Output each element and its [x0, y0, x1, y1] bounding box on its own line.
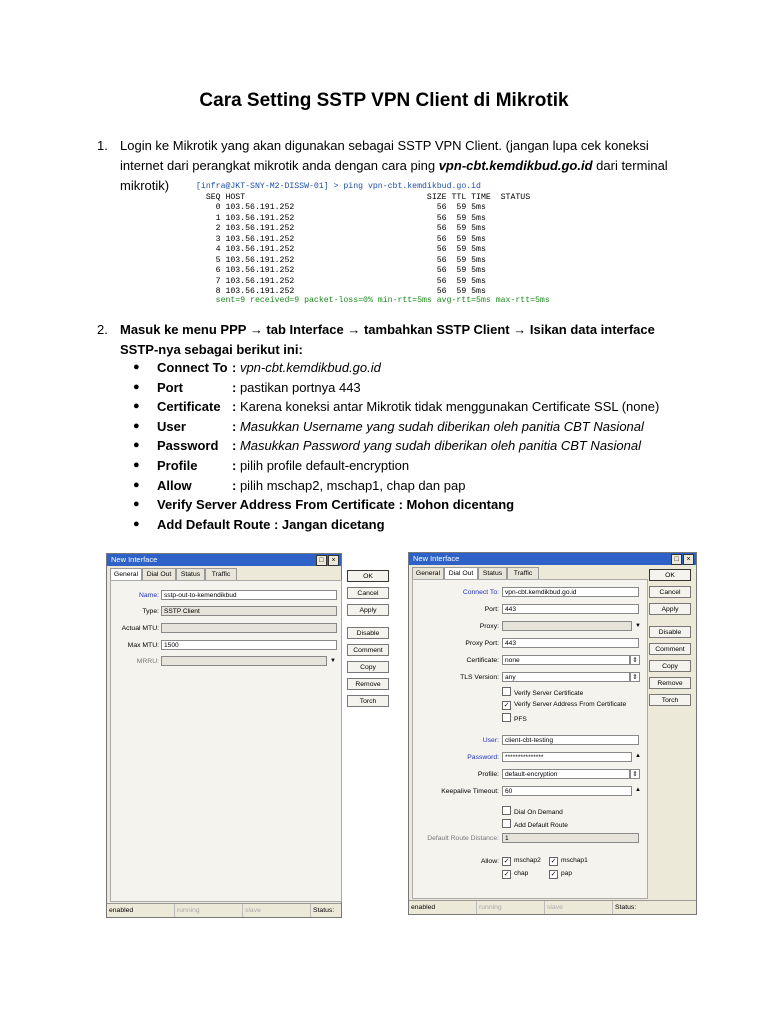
bullet-label: Profile — [157, 458, 198, 473]
checkbox-label: Dial On Demand — [514, 809, 563, 816]
certificate-label: Certificate: — [466, 657, 499, 664]
step-1-text-a: Login ke Mikrotik yang akan digunakan sebagai SSTP VPN Client. (jangan lupa cek koneksi internet dari perangkat mikrotik anda dengan cara ping — [120, 138, 649, 173]
general-panel — [110, 580, 342, 902]
bullet-dot-icon: ● — [133, 459, 140, 471]
connect-to-label: Connect To: — [462, 589, 499, 596]
bullet-value-text: vpn-cbt.kemdikbud.go.id — [239, 360, 381, 375]
close-icon[interactable]: × — [328, 555, 339, 566]
checkbox-label: Add Default Route — [514, 822, 568, 829]
torch-button[interactable]: Torch — [649, 694, 691, 706]
user-label: User: — [482, 737, 499, 744]
tab-status[interactable]: Status — [478, 567, 507, 580]
terminal-row: 7 103.56.191.252 56 59 5ms — [196, 276, 486, 286]
status-running: running — [477, 901, 545, 914]
tls-version-label: TLS Version: — [460, 674, 499, 681]
status-label: Status: — [615, 904, 637, 911]
connect-to-input[interactable]: vpn-cbt.kemdikbud.go.id — [502, 587, 639, 597]
copy-button[interactable]: Copy — [347, 661, 389, 673]
terminal-prompt: [infra@JKT-SNY-M2-DISSW-01] > ping vpn-cbt.kemdikbud.go.id — [196, 182, 481, 191]
disable-button[interactable]: Disable — [649, 626, 691, 638]
checkbox-label: Verify Server Address From Certificate — [514, 701, 627, 708]
bullet-label: Password — [157, 438, 219, 454]
bullet-dot-icon: ● — [133, 478, 140, 491]
checkbox-unchecked-icon — [502, 713, 511, 722]
port-input[interactable]: 443 — [502, 604, 639, 614]
window-titlebar — [107, 554, 341, 566]
step-1-number: 1. — [97, 138, 108, 153]
allow-label: Allow: — [480, 858, 499, 865]
profile-select[interactable]: default-encryption — [502, 769, 630, 779]
proxy-port-label: Proxy Port: — [465, 640, 499, 647]
checkbox-label: mschap1 — [561, 857, 588, 864]
bullet-dot-icon: ● — [133, 439, 140, 452]
default-route-distance-input[interactable]: 1 — [502, 833, 639, 843]
status-slave: slave — [243, 904, 311, 917]
certificate-select[interactable]: none — [502, 655, 630, 665]
bullet-value-text: pilih profile default-encryption — [239, 458, 410, 473]
mrru-label: MRRU: — [136, 658, 159, 665]
close-icon[interactable]: × — [683, 554, 694, 565]
terminal-row: 0 103.56.191.252 56 59 5ms — [196, 203, 486, 212]
terminal-row: 5 103.56.191.252 56 59 5ms — [196, 255, 486, 265]
checkbox-checked-icon: ✓ — [550, 871, 557, 878]
bullet-value — [232, 397, 659, 417]
comment-button[interactable]: Comment — [649, 643, 691, 655]
bullet-value — [232, 378, 361, 398]
bullet-value-text: Karena koneksi antar Mikrotik tidak menggunakan Certificate SSL (none) — [239, 399, 660, 415]
maximize-icon[interactable]: □ — [316, 555, 327, 566]
dropdown-toggle-icon[interactable]: ⇕ — [630, 655, 640, 665]
checkbox-checked-icon: ✓ — [503, 871, 510, 878]
dial-on-demand-checkbox[interactable] — [502, 806, 563, 818]
bullet-separator: : — [232, 418, 240, 434]
bullet-separator: : — [232, 438, 240, 454]
bullet-value-text: pastikan portnya 443 — [239, 379, 361, 395]
bullet-label: Verify Server Address From Certificate : Mohon dicentang — [157, 497, 515, 513]
actual-mtu-field — [161, 623, 337, 633]
status-label: Status: — [313, 907, 335, 914]
dial-out-panel — [412, 579, 648, 899]
terminal-row: 6 103.56.191.252 56 59 5ms — [196, 266, 486, 275]
terminal-row: 3 103.56.191.252 56 59 5ms — [196, 234, 486, 244]
bullet-value-text: Masukkan Password yang sudah diberikan oleh panitia CBT Nasional — [239, 438, 642, 454]
status-enabled: enabled — [107, 904, 175, 917]
bullet-separator: : — [232, 477, 240, 493]
status-slave: slave — [545, 901, 613, 914]
chevron-up-icon[interactable]: ▲ — [635, 787, 641, 793]
ok-button[interactable]: OK — [649, 569, 691, 581]
proxy-label: Proxy: — [479, 623, 499, 630]
step-2-number: 2. — [97, 322, 108, 337]
copy-button[interactable]: Copy — [649, 660, 691, 672]
disable-button[interactable]: Disable — [347, 627, 389, 639]
window-title: New Interface — [111, 555, 158, 564]
remove-button[interactable]: Remove — [649, 677, 691, 689]
bullet-value — [232, 456, 409, 476]
bullet-dot-icon: ● — [133, 498, 140, 511]
checkbox-unchecked-icon — [502, 819, 511, 828]
checkbox-label: pap — [561, 870, 573, 877]
tls-version-select[interactable]: any — [502, 672, 630, 682]
pfs-checkbox[interactable] — [502, 713, 527, 725]
password-label: Password: — [467, 754, 499, 761]
bullet-label: Add Default Route : Jangan dicetang — [157, 516, 385, 532]
apply-button[interactable]: Apply — [347, 604, 389, 616]
status-enabled: enabled — [409, 901, 477, 914]
bullet-separator: : — [232, 379, 240, 395]
torch-button[interactable]: Torch — [347, 695, 389, 707]
checkbox-unchecked-icon — [502, 806, 511, 815]
bullet-value-text: Masukkan Username yang sudah diberikan oleh panitia CBT Nasional — [239, 418, 644, 434]
user-input[interactable]: client-cbt-testing — [502, 735, 639, 745]
terminal-header: SEQ HOST SIZE TTL TIME STATUS — [196, 192, 531, 202]
bullet-label: Port — [157, 379, 183, 395]
bullet-value — [232, 476, 465, 496]
bullet-separator: : — [232, 360, 240, 375]
page-title: Cara Setting SSTP VPN Client di Mikrotik — [199, 90, 569, 111]
checkbox-checked-icon: ✓ — [503, 858, 510, 865]
bullet-dot-icon: ● — [133, 419, 140, 432]
allow-mschap2-checkbox[interactable] — [502, 856, 541, 866]
verify-server-certificate-checkbox[interactable] — [502, 687, 583, 699]
tab-traffic[interactable]: Traffic — [507, 567, 539, 580]
bullet-dot-icon: ● — [133, 517, 140, 530]
tab-status[interactable]: Status — [176, 568, 205, 581]
checkbox-label: PFS — [514, 716, 527, 723]
ok-button[interactable]: OK — [347, 570, 389, 582]
terminal-summary: sent=9 received=9 packet-loss=0% min-rtt=5ms avg-rtt=5ms max-rtt=5ms — [196, 296, 550, 305]
bullet-separator: : — [232, 399, 240, 415]
type-field: SSTP Client — [161, 606, 337, 616]
chevron-down-icon[interactable]: ▼ — [635, 623, 641, 629]
window-title: New Interface — [413, 554, 460, 563]
bullet-value-text: pilih mschap2, mschap1, chap dan pap — [239, 477, 466, 493]
bullet-dot-icon: ● — [133, 400, 140, 413]
allow-chap-checkbox[interactable] — [502, 869, 528, 879]
allow-mschap1-checkbox[interactable] — [549, 856, 588, 866]
bullet-label: Allow — [157, 477, 192, 493]
terminal-row: 2 103.56.191.252 56 59 5ms — [196, 224, 486, 233]
max-mtu-label: Max MTU: — [127, 642, 159, 649]
terminal-row: 8 103.56.191.252 56 59 5ms — [196, 287, 486, 296]
new-interface-window-general — [106, 553, 383, 918]
chevron-up-icon[interactable]: ▲ — [635, 753, 641, 759]
checkbox-label: Verify Server Certificate — [514, 690, 584, 697]
bullet-label: Certificate — [157, 399, 221, 415]
tab-dial-out[interactable]: Dial Out — [142, 568, 176, 581]
tab-traffic[interactable]: Traffic — [205, 568, 237, 581]
status-running: running — [175, 904, 243, 917]
terminal-row: 1 103.56.191.252 56 59 5ms — [196, 213, 486, 223]
default-route-distance-label: Default Route Distance: — [427, 835, 499, 842]
step-2-text: Masuk ke menu PPP → tab Interface → tambahkan SSTP Client → Isikan data interface SSTP-nya sebagai berikut ini: — [120, 322, 655, 357]
proxy-port-input[interactable]: 443 — [502, 638, 639, 648]
chevron-down-icon[interactable]: ▼ — [330, 658, 336, 664]
bullet-label: User — [157, 418, 186, 434]
password-input[interactable]: *************** — [502, 752, 632, 762]
step-1-host: vpn-cbt.kemdikbud.go.id — [438, 158, 593, 173]
keepalive-timeout-input[interactable]: 60 — [502, 786, 632, 796]
terminal-ping-output — [196, 180, 572, 304]
name-label: Name: — [138, 592, 159, 599]
status-bar — [107, 903, 341, 917]
max-mtu-input[interactable]: 1500 — [161, 640, 337, 650]
proxy-input[interactable] — [502, 621, 632, 631]
comment-button[interactable]: Comment — [347, 644, 389, 656]
tab-general[interactable]: General — [412, 567, 444, 580]
dropdown-toggle-icon[interactable]: ⇕ — [630, 672, 640, 682]
maximize-icon[interactable]: □ — [671, 554, 682, 565]
bullet-value — [232, 358, 381, 378]
allow-pap-checkbox[interactable] — [549, 869, 572, 879]
bullet-separator: : — [232, 458, 240, 473]
bullet-value — [232, 436, 641, 456]
bullet-dot-icon: ● — [133, 361, 140, 373]
mrru-select[interactable] — [161, 656, 327, 666]
verify-server-address-checkbox[interactable] — [502, 700, 626, 710]
remove-button[interactable]: Remove — [347, 678, 389, 690]
apply-button[interactable]: Apply — [649, 603, 691, 615]
profile-label: Profile: — [477, 771, 499, 778]
dropdown-toggle-icon[interactable]: ⇕ — [630, 769, 640, 779]
status-bar — [409, 900, 696, 914]
type-label: Type: — [142, 608, 159, 615]
keepalive-timeout-label: Keepalive Timeout: — [441, 788, 499, 795]
checkbox-checked-icon: ✓ — [550, 858, 557, 865]
terminal-row: 4 103.56.191.252 56 59 5ms — [196, 245, 486, 254]
step-1-text-c: dari terminal mikrotik) — [120, 158, 668, 193]
checkbox-label: mschap2 — [514, 857, 541, 864]
tab-general[interactable]: General — [110, 568, 142, 581]
bullet-dot-icon: ● — [133, 380, 140, 393]
tab-dial-out[interactable]: Dial Out — [444, 567, 478, 580]
checkbox-label: chap — [514, 870, 529, 877]
name-input[interactable]: sstp-out-to-kemendikbud — [161, 590, 337, 600]
checkbox-checked-icon: ✓ — [503, 702, 510, 709]
actual-mtu-label: Actual MTU: — [121, 625, 159, 632]
add-default-route-checkbox[interactable] — [502, 819, 568, 831]
port-label: Port: — [484, 606, 499, 613]
cancel-button[interactable]: Cancel — [649, 586, 691, 598]
window-titlebar — [409, 553, 696, 565]
bullet-label: Connect To — [157, 360, 228, 375]
cancel-button[interactable]: Cancel — [347, 587, 389, 599]
bullet-value — [232, 417, 644, 437]
new-interface-window-dial-out — [408, 552, 697, 915]
checkbox-unchecked-icon — [502, 687, 511, 696]
